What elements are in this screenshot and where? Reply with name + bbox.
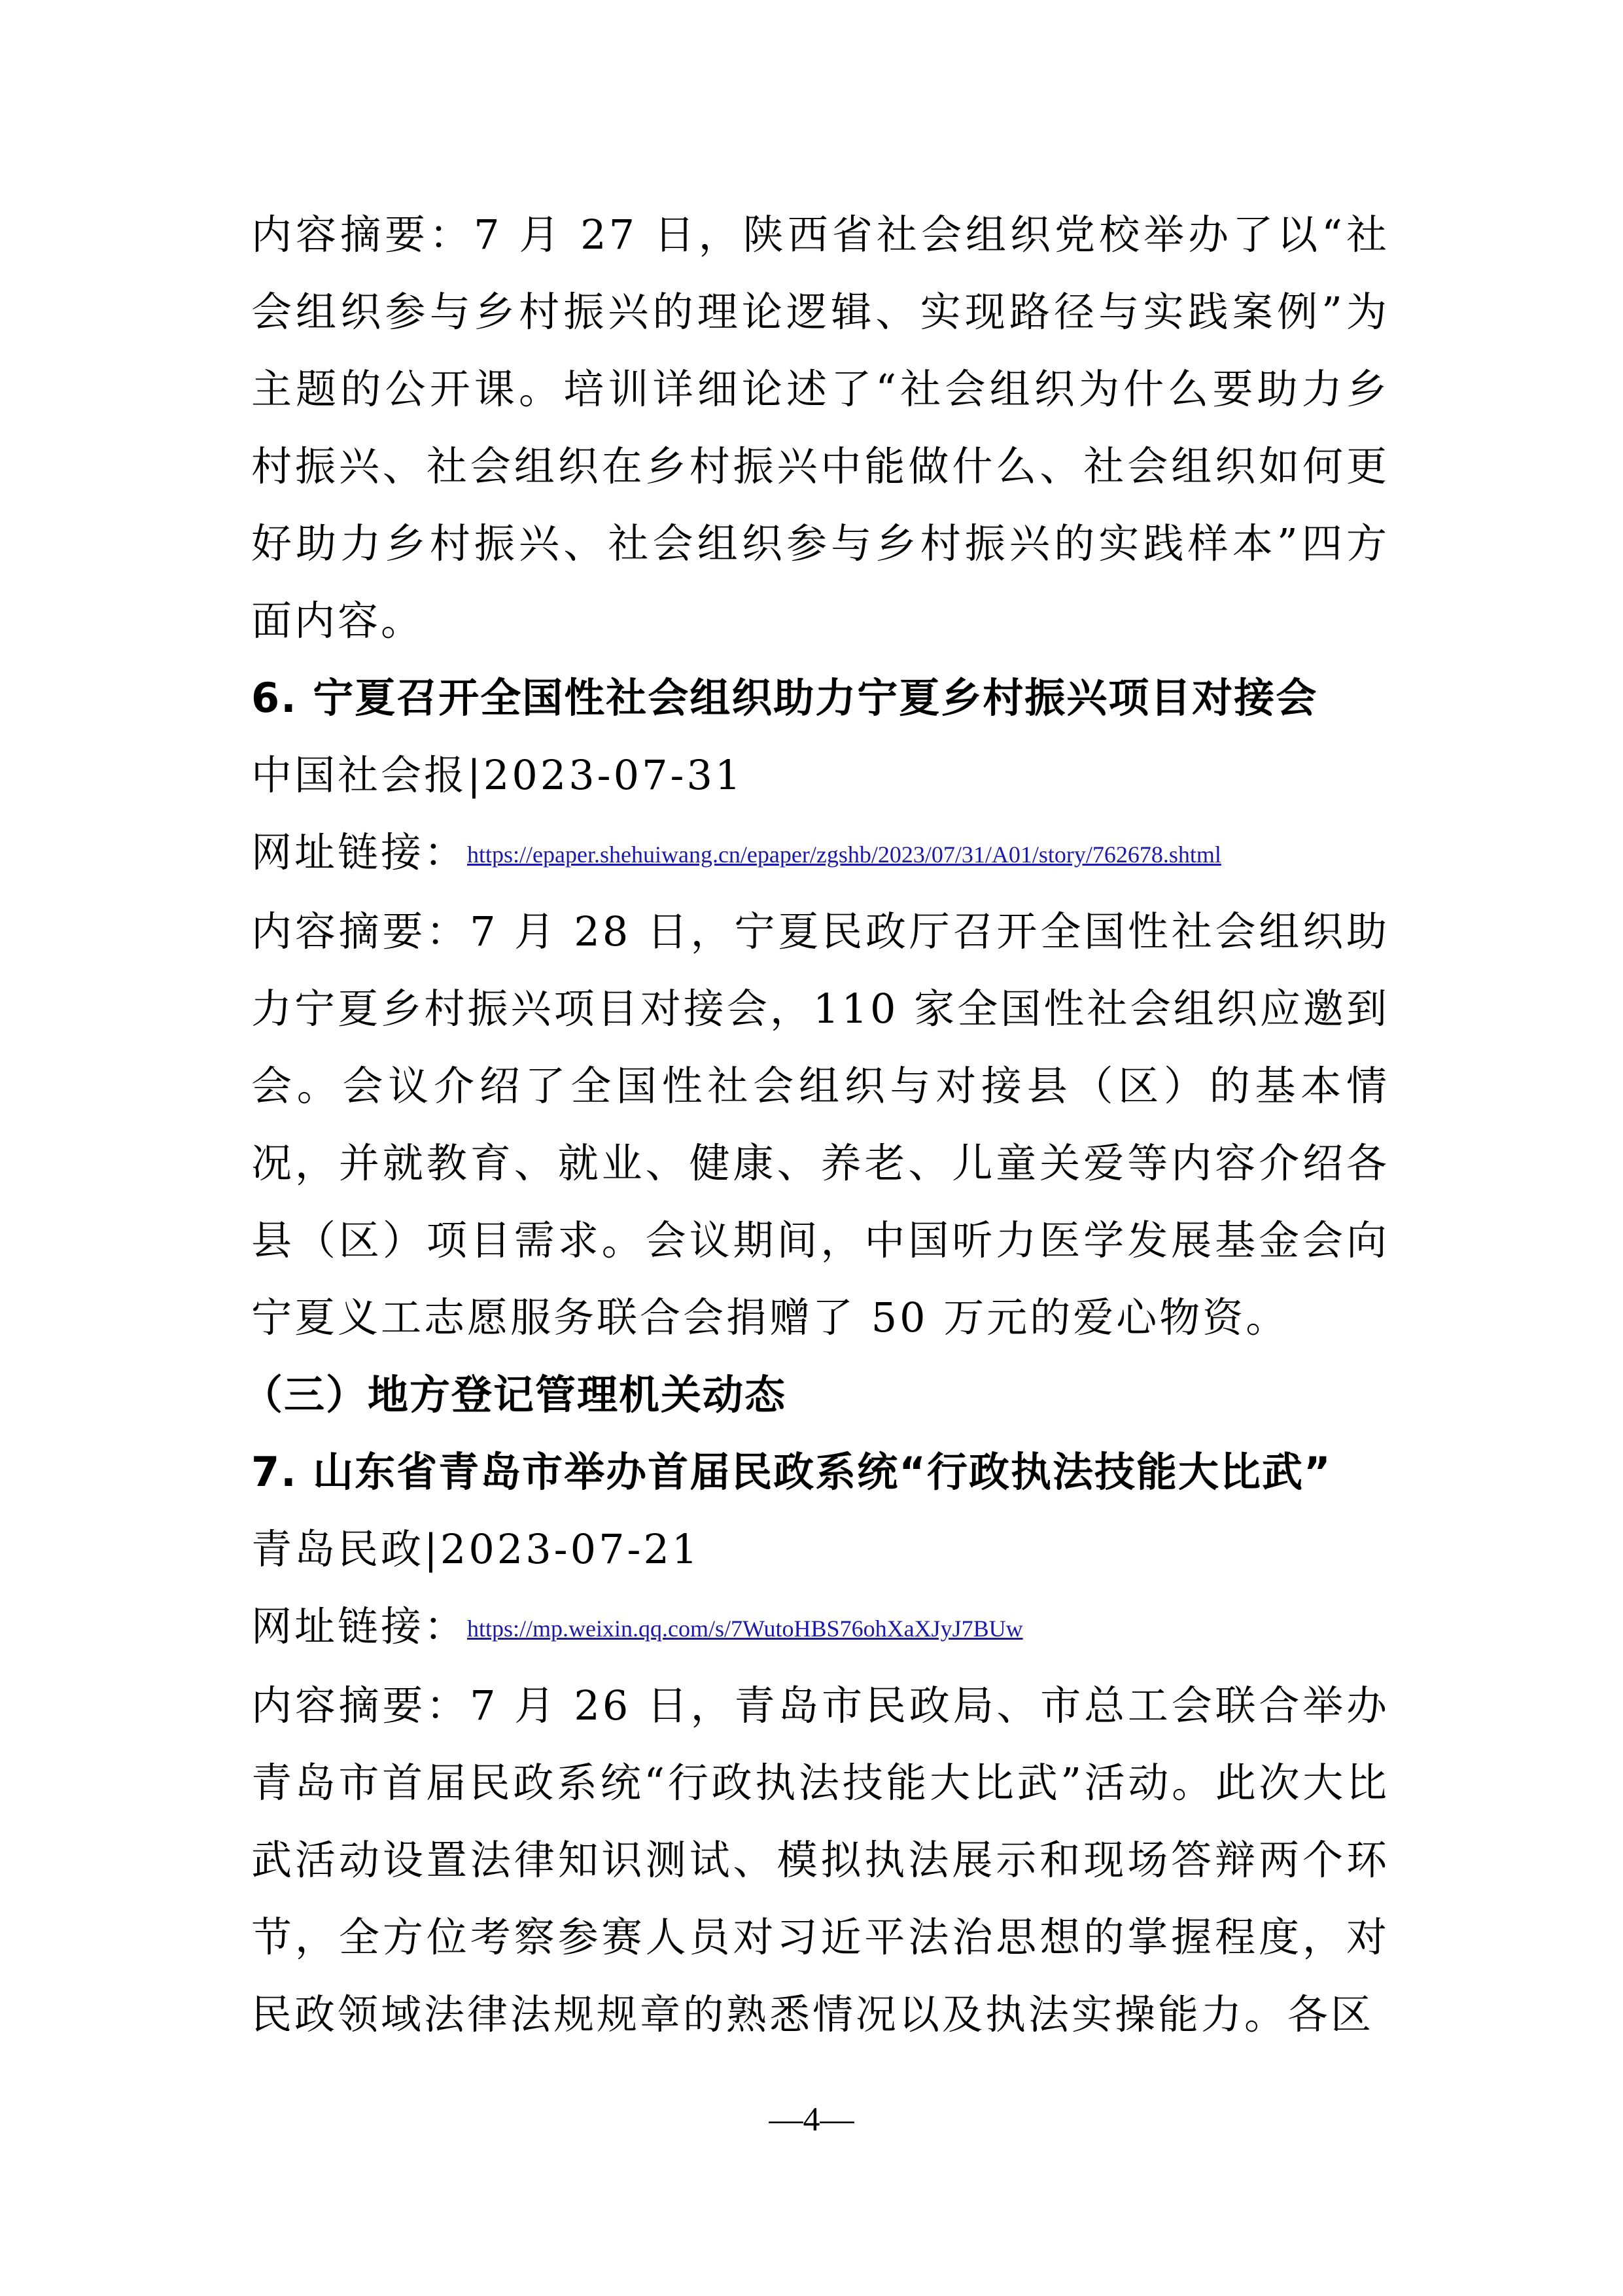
item6-source: 中国社会报|2023-07-31 <box>251 751 744 799</box>
section3-title: （三）地方登记管理机关动态 <box>242 1371 787 1419</box>
page-content <box>242 196 1389 2053</box>
item7-title: 7. 山东省青岛市举办首届民政系统“行政执法技能大比武” <box>251 1448 1332 1496</box>
item7-link[interactable]: https://mp.weixin.qq.com/s/7WutoHBS76ohXaXJyJ7BUw <box>467 1616 1023 1642</box>
item6-summary: 内容摘要：7 月 28 日，宁夏民政厅召开全国性社会组织助力宁夏乡村振兴项目对接会，110 家全国性社会组织应邀到会。会议介绍了全国性社会组织与对接县（区）的基本情况，并就教育、就业、健康、养老、儿童关爱等内容介绍各县（区）项目需求。会议期间，中国听力医学发展基金会向宁夏义工志愿服务联合会捐赠了 50 万元的爱心物资。 <box>251 908 1389 1341</box>
item6-link[interactable]: https://epaper.shehuiwang.cn/epaper/zgshb/2023/07/31/A01/story/762678.shtml <box>467 841 1221 868</box>
page-number: —4— <box>769 2101 854 2138</box>
item6-link-label: 网址链接： <box>251 828 468 876</box>
item7-link-line <box>251 1588 1389 1667</box>
item7-summary: 内容摘要：7 月 26 日，青岛市民政局、市总工会联合举办青岛市首届民政系统“行政执法技能大比武”活动。此次大比武活动设置法律知识测试、模拟执法展示和现场答辩两个环节，全方位考察参赛人员对习近平法治思想的掌握程度，对民政领域法律法规规章的熟悉情况以及执法实操能力。各区 <box>251 1682 1389 2038</box>
item7-source: 青岛民政|2023-07-21 <box>251 1525 701 1573</box>
item5-summary: 内容摘要：7 月 27 日，陕西省社会组织党校举办了以“社会组织参与乡村振兴的理论逻辑、实现路径与实践案例”为主题的公开课。培训详细论述了“社会组织为什么要助力乡村振兴、社会组织在乡村振兴中能做什么、社会组织如何更好助力乡村振兴、社会组织参与乡村振兴的实践样本”四方面内容。 <box>251 211 1389 645</box>
item7-link-label: 网址链接： <box>251 1602 468 1650</box>
item6-link-line <box>251 814 1389 893</box>
item6-title: 6. 宁夏召开全国性社会组织助力宁夏乡村振兴项目对接会 <box>251 674 1318 722</box>
